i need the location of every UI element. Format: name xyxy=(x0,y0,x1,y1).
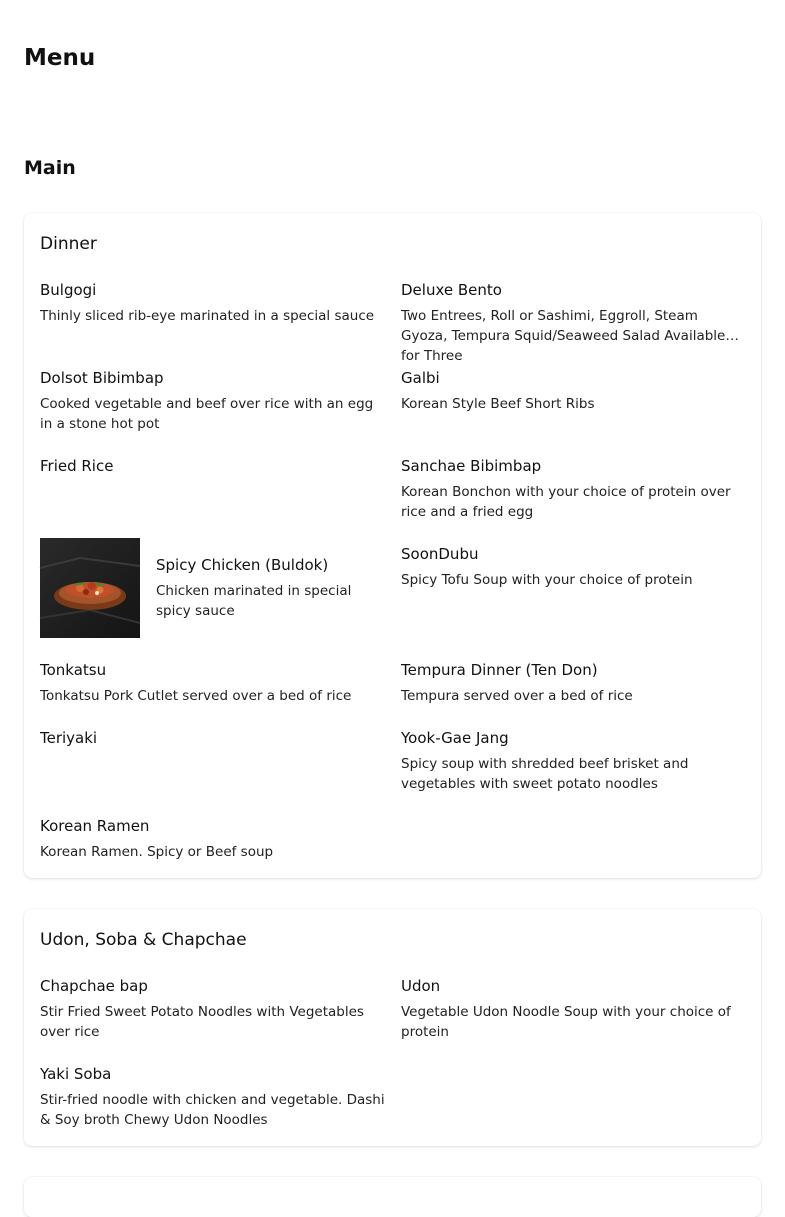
category-title: Dinner xyxy=(40,234,97,254)
item-description: Tempura served over a bed of rice xyxy=(401,688,633,704)
menu-item-sanchae-bibimbap[interactable] xyxy=(401,456,746,522)
item-description: Korean Style Beef Short Ribs xyxy=(401,396,595,412)
menu-item-udon[interactable] xyxy=(401,976,746,1042)
item-description: Vegetable Udon Noodle Soup with your choice of protein xyxy=(401,1004,731,1040)
page-title: Menu xyxy=(24,45,96,71)
item-name: Galbi xyxy=(401,369,440,387)
sizzling-chicken-plate-photo xyxy=(40,538,140,638)
menu-item-teriyaki[interactable] xyxy=(40,728,385,748)
item-description: Tonkatsu Pork Cutlet served over a bed of rice xyxy=(40,688,352,704)
menu-item-korean-ramen[interactable] xyxy=(40,816,385,862)
menu-item-tempura-dinner[interactable] xyxy=(401,660,746,706)
item-name: Yook-Gae Jang xyxy=(401,729,509,747)
item-description: Korean Ramen. Spicy or Beef soup xyxy=(40,844,274,860)
item-description: Two Entrees, Roll or Sashimi, Eggroll, Steam Gyoza, Tempura Squid/Seaweed Salad Available for Three xyxy=(401,308,726,364)
item-description: Spicy Tofu Soup with your choice of protein xyxy=(401,572,693,588)
item-name: Tonkatsu xyxy=(40,661,107,679)
category-card-udon-soba-chapchae xyxy=(24,909,761,1146)
menu-item-soondubu[interactable] xyxy=(401,544,746,590)
menu-item-fried-rice[interactable] xyxy=(40,456,385,476)
menu-item-yook-gae-jang[interactable] xyxy=(401,728,746,794)
item-description: Thinly sliced rib-eye marinated in a special sauce xyxy=(40,308,375,324)
item-name: Sanchae Bibimbap xyxy=(401,457,542,475)
menu-item-deluxe-bento[interactable] xyxy=(401,280,746,364)
item-description: Stir-fried noodle with chicken and vegetable. Dashi & Soy broth Chewy Udon Noodles xyxy=(40,1092,385,1128)
item-name: SoonDubu xyxy=(401,545,479,563)
item-description: Korean Bonchon with your choice of protein over rice and a fried egg xyxy=(401,484,731,520)
item-name: Bulgogi xyxy=(40,281,97,299)
item-name: Udon xyxy=(401,977,441,995)
item-description: Cooked vegetable and beef over rice with an egg in a stone hot pot xyxy=(40,396,374,432)
menu-item-spicy-chicken[interactable] xyxy=(40,538,385,638)
section-title-main: Main xyxy=(24,157,76,179)
category-title: Udon, Soba & Chapchae xyxy=(40,930,247,950)
menu-item-bulgogi[interactable] xyxy=(40,280,385,326)
item-name: Chapchae bap xyxy=(40,977,148,995)
item-name: Korean Ramen xyxy=(40,817,150,835)
item-description: Chicken marinated in special spicy sauce xyxy=(156,583,352,619)
menu-item-dolsot-bibimbap[interactable] xyxy=(40,368,385,434)
item-description: Stir Fried Sweet Potato Noodles with Vegetables over rice xyxy=(40,1004,364,1040)
menu-item-tonkatsu[interactable] xyxy=(40,660,385,706)
item-name: Deluxe Bento xyxy=(401,281,502,299)
item-name: Teriyaki xyxy=(40,729,98,747)
category-card-next xyxy=(24,1177,761,1217)
category-card-dinner xyxy=(24,213,761,878)
item-name: Tempura Dinner (Ten Don) xyxy=(401,661,598,679)
menu-item-yaki-soba[interactable] xyxy=(40,1064,385,1130)
item-name: Yaki Soba xyxy=(40,1065,112,1083)
item-name: Spicy Chicken (Buldok) xyxy=(156,556,329,574)
item-name: Dolsot Bibimbap xyxy=(40,369,164,387)
item-description: Spicy soup with shredded beef brisket and vegetables with sweet potato noodles xyxy=(401,756,689,792)
menu-item-chapchae-bap[interactable] xyxy=(40,976,385,1042)
menu-item-galbi[interactable] xyxy=(401,368,746,414)
item-name: Fried Rice xyxy=(40,457,114,475)
